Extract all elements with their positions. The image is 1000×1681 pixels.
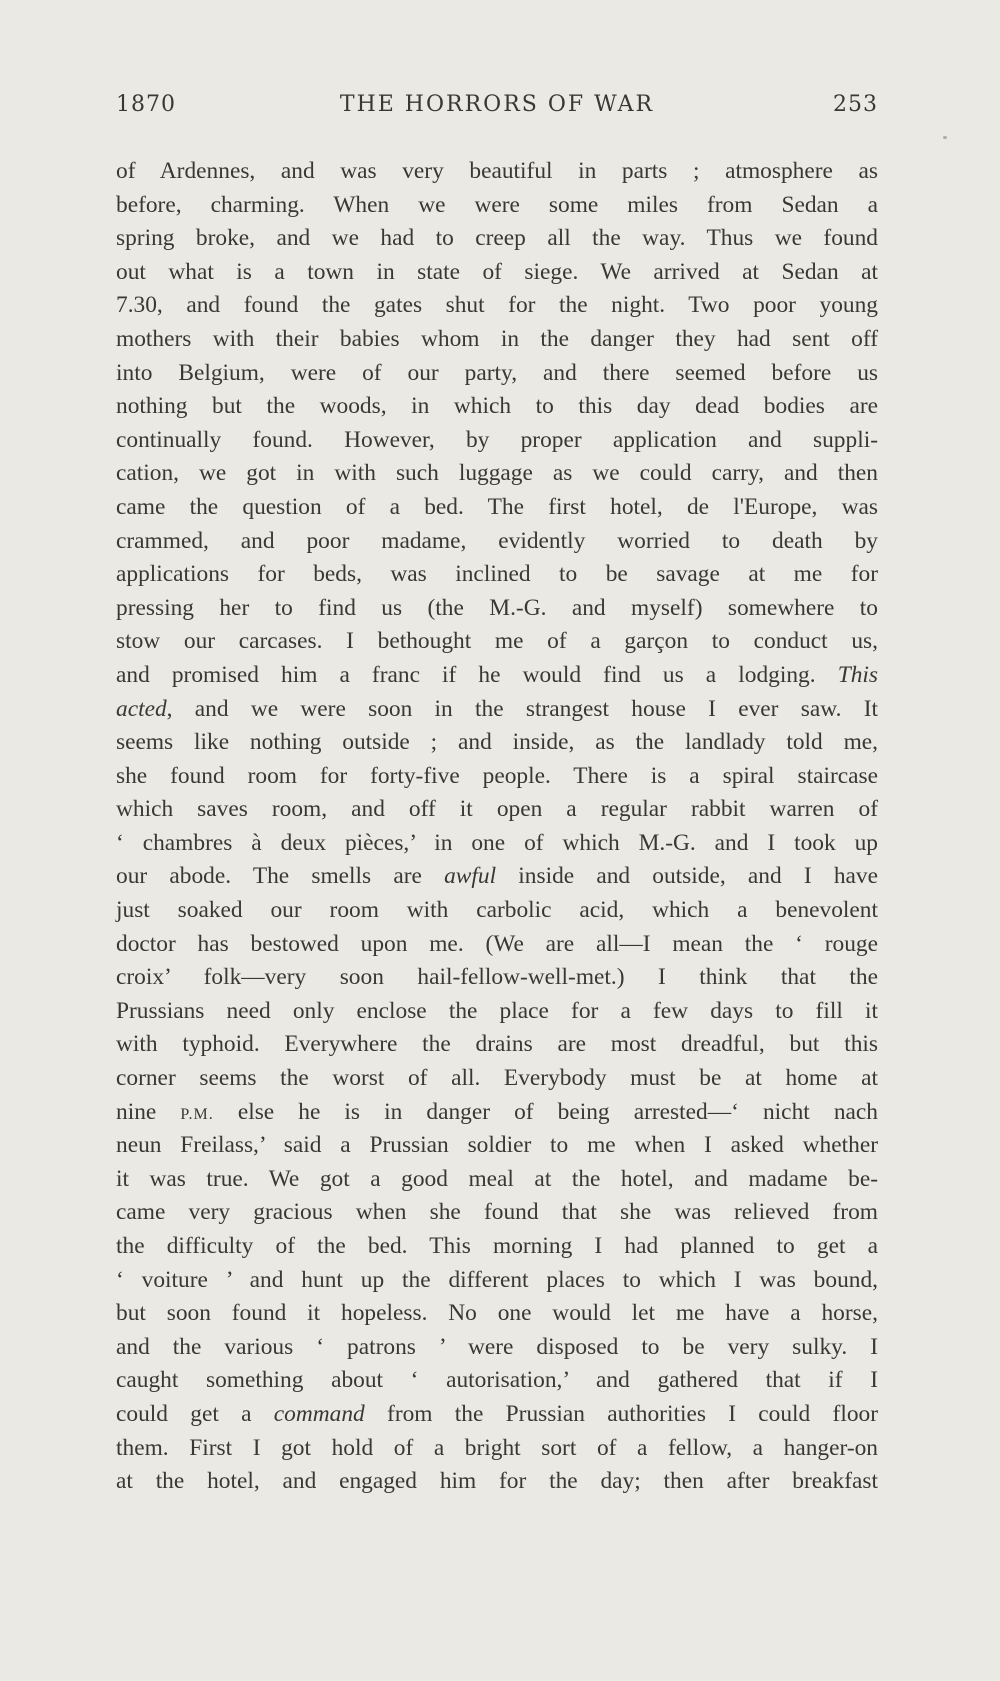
text-line: out what is a town in state of siege. We arrived at Sedan at bbox=[116, 258, 878, 285]
text-line: neun Freilass,’ said a Prussian soldier to me when I asked whether bbox=[116, 1132, 878, 1159]
text-line: applications for beds, was inclined to be savage at me for bbox=[116, 561, 878, 588]
text-line: and promised him a franc if he would find us a lodging. This bbox=[116, 661, 878, 688]
text-line: acted, and we were soon in the strangest house I ever saw. It bbox=[116, 695, 878, 722]
italic-text: command bbox=[273, 1400, 365, 1427]
text-line: before, charming. When we were some miles from Sedan a bbox=[116, 191, 878, 218]
text-line: ‘ chambres à deux pièces,’ in one of which M.-G. and I took up bbox=[116, 829, 878, 856]
text-line: continually found. However, by proper application and suppli- bbox=[116, 426, 878, 453]
text-line: could get a command from the Prussian authorities I could floor bbox=[116, 1400, 879, 1427]
text-line: crammed, and poor madame, evidently worried to death by bbox=[116, 527, 878, 554]
text-line: spring broke, and we had to creep all the way. Thus we found bbox=[116, 225, 878, 252]
text-line: into Belgium, were of our party, and there seemed before us bbox=[116, 359, 878, 386]
text-line: pressing her to find us (the M.-G. and myself) somewhere to bbox=[116, 594, 878, 621]
text-line: nine P.M. else he is in danger of being arrested—‘ nicht nach bbox=[116, 1098, 878, 1125]
text-line: mothers with their babies whom in the danger they had sent off bbox=[116, 325, 878, 352]
italic-text: acted bbox=[116, 695, 167, 722]
text-line: which saves room, and off it open a regular rabbit warren of bbox=[116, 796, 878, 823]
text-line: stow our carcases. I bethought me of a garçon to conduct us, bbox=[116, 628, 878, 655]
italic-text: awful bbox=[444, 863, 497, 890]
text-line: came the question of a bed. The first hotel, de l'Europe, was bbox=[116, 493, 878, 520]
text-line: Prussians need only enclose the place for a few days to fill it bbox=[116, 997, 878, 1024]
text-line: of Ardennes, and was very beautiful in parts ; atmosphere as bbox=[116, 158, 878, 184]
text-line: it was true. We got a good meal at the hotel, and madame be- bbox=[116, 1165, 878, 1192]
text-line: 7.30, and found the gates shut for the night. Two poor young bbox=[116, 292, 878, 319]
italic-text: This bbox=[837, 661, 878, 688]
text-line: caught something about ‘ autorisation,’ and gathered that if I bbox=[116, 1367, 878, 1394]
small-caps-text: P.M. bbox=[180, 1105, 214, 1123]
text-line: just soaked our room with carbolic acid, which a benevolent bbox=[116, 897, 878, 924]
text-line: she found room for forty-five people. There is a spiral staircase bbox=[116, 762, 878, 789]
paper-speck bbox=[943, 136, 947, 139]
text-line: cation, we got in with such luggage as we could carry, and then bbox=[116, 460, 878, 487]
header-title: THE HORRORS OF WAR bbox=[339, 92, 655, 117]
text-line: them. First I got hold of a bright sort of a fellow, a hanger-on bbox=[116, 1434, 878, 1461]
body-text bbox=[116, 155, 878, 1499]
text-line: and the various ‘ patrons ’ were disposed to be very sulky. I bbox=[116, 1333, 878, 1360]
text-line: seems like nothing outside ; and inside, as the landlady told me, bbox=[116, 729, 878, 756]
text-line: croix’ folk—very soon hail-fellow-well-met.) I think that the bbox=[116, 964, 878, 991]
text-line: nothing but the woods, in which to this day dead bodies are bbox=[116, 393, 878, 420]
text-line: at the hotel, and engaged him for the day; then after breakfast bbox=[116, 1468, 878, 1495]
page-number: 253 bbox=[833, 92, 878, 117]
text-line: came very gracious when she found that she was relieved from bbox=[116, 1199, 878, 1226]
text-line: ‘ voiture ’ and hunt up the different places to which I was bound, bbox=[116, 1266, 878, 1293]
text-line: with typhoid. Everywhere the drains are most dreadful, but this bbox=[116, 1031, 878, 1058]
running-header bbox=[116, 92, 878, 132]
text-line: the difficulty of the bed. This morning I had planned to get a bbox=[116, 1233, 878, 1259]
text-line: our abode. The smells are awful inside and outside, and I have bbox=[116, 863, 878, 890]
header-year: 1870 bbox=[116, 92, 176, 117]
text-line: but soon found it hopeless. No one would let me have a horse, bbox=[116, 1300, 878, 1327]
text-line: corner seems the worst of all. Everybody must be at home at bbox=[116, 1065, 878, 1092]
text-line: doctor has bestowed upon me. (We are all—I mean the ‘ rouge bbox=[116, 930, 878, 957]
